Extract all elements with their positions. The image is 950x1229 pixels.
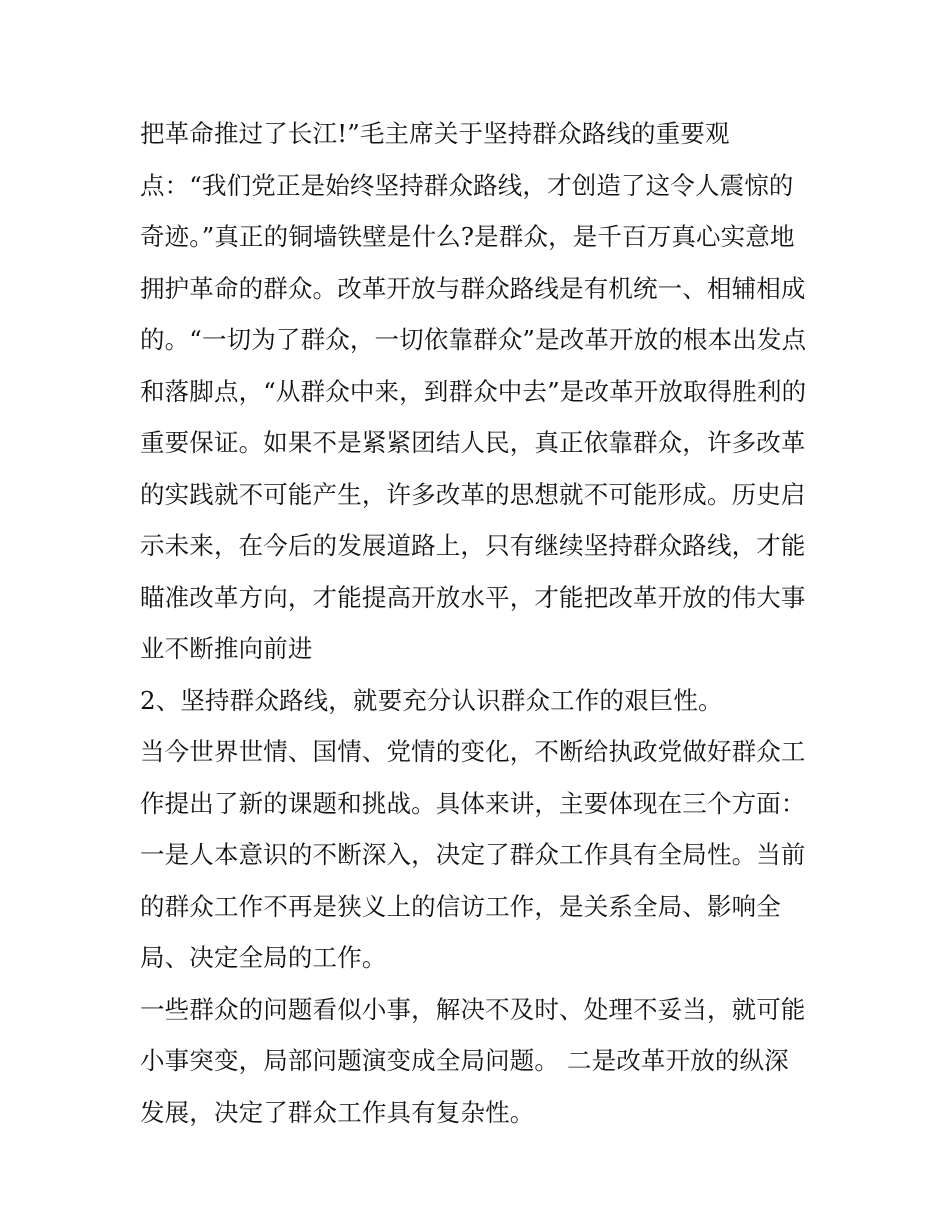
text-line: 重要保证。如果不是紧紧团结人民，真正依靠群众，许多改革 <box>140 428 806 457</box>
text-line: 把革命推过了长江!”毛主席关于坚持群众路线的重要观 <box>140 119 730 148</box>
text-line: 的实践就不可能产生，许多改革的思想就不可能形成。历史启 <box>140 479 806 509</box>
text-line: 点：“我们党正是始终坚持群众路线，才创造了这令人震惊的 <box>140 170 794 200</box>
text-line: 和落脚点，“从群众中来，到群众中去”是改革开放取得胜利的 <box>140 376 807 406</box>
text-line: 奇迹。”真正的铜墙铁壁是什么?是群众，是千百万真心实意地 <box>140 222 795 251</box>
text-line: 当今世界世情、国情、党情的变化，不断给执政党做好群众工 <box>140 737 806 766</box>
text-line: 业不断推向前进 <box>140 634 313 663</box>
text-line: 的。“一切为了群众，一切依靠群众”是改革开放的根本出发点 <box>140 325 807 354</box>
text-line: 小事突变，局部问题演变成全局问题。 二是改革开放的纵深 <box>140 1046 789 1075</box>
text-line: 一是人本意识的不断深入，决定了群众工作具有全局性。当前 <box>140 840 806 869</box>
section-heading: 2、坚持群众路线，就要充分认识群众工作的艰巨性。 <box>140 685 723 715</box>
text-line: 发展，决定了群众工作具有复杂性。 <box>140 1097 535 1127</box>
text-line: 的群众工作不再是狭义上的信访工作，是关系全局、影响全 <box>140 891 781 921</box>
text-line: 瞄准改革方向，才能提高开放水平，才能把改革开放的伟大事 <box>140 582 806 612</box>
text-line: 作提出了新的课题和挑战。具体来讲，主要体现在三个方面： <box>140 788 806 818</box>
text-line: 拥护革命的群众。改革开放与群众路线是有机统一、相辅相成 <box>140 273 806 303</box>
text-line: 一些群众的问题看似小事，解决不及时、处理不妥当，就可能 <box>140 994 806 1024</box>
text-line: 示未来，在今后的发展道路上，只有继续坚持群众路线，才能 <box>140 531 806 560</box>
text-line: 局、决定全局的工作。 <box>140 943 387 972</box>
body-text <box>140 108 840 1138</box>
